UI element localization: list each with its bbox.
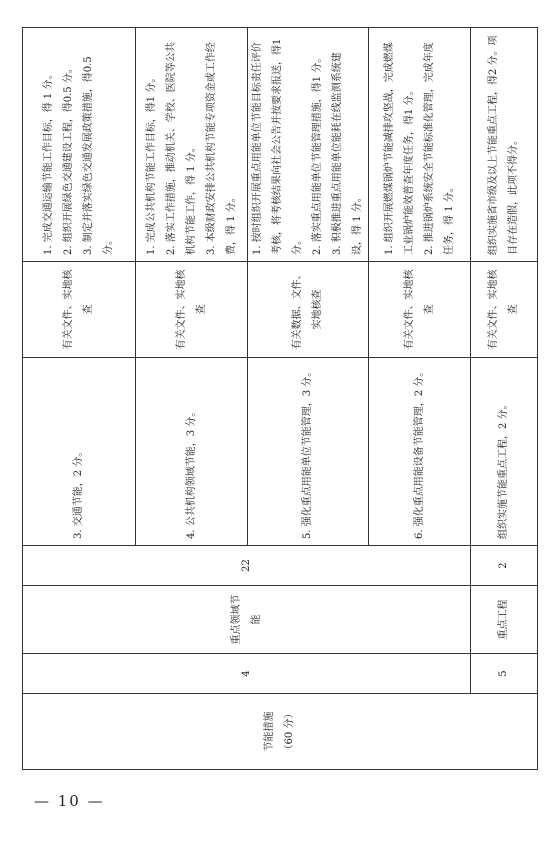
method-cell: 有关文件、实地核查 xyxy=(471,262,538,358)
criteria-line: 2. 推进锅炉系统安全节能标准化管理，完成年度任务，得 1 分。 xyxy=(423,42,455,255)
category-score: （60 分） xyxy=(284,708,295,755)
criteria-cell xyxy=(23,28,136,262)
item-cell: 5. 强化重点用能单位节能管理，3 分。 xyxy=(248,358,369,546)
criteria-line: 2. 组织开展绿色交通建设工程，得0.5 分。 xyxy=(63,63,74,255)
table-row xyxy=(471,28,538,770)
page-number: — 10 — xyxy=(34,792,105,810)
category-title: 节能措施 xyxy=(264,711,275,752)
seq-cell: 5 xyxy=(471,654,538,694)
criteria-line: 2. 落实重点用能单位节能管理措施，得1 分。 xyxy=(312,52,323,255)
area-cell: 重点工程 xyxy=(471,586,538,654)
criteria-cell xyxy=(369,28,471,262)
assessment-table xyxy=(22,27,538,770)
method-cell: 有关文件、实地核查 xyxy=(23,262,136,358)
method-cell: 有关数据、文件、实地核查 xyxy=(248,262,369,358)
criteria-cell xyxy=(136,28,248,262)
criteria-line: 1. 完成交通运输节能工作目标，得 1 分。 xyxy=(43,69,54,255)
score-cell: 22 xyxy=(23,546,471,586)
method-cell: 有关文件、实地核查 xyxy=(369,262,471,358)
table-row xyxy=(23,28,136,770)
area-cell: 重点领域节能 xyxy=(23,586,471,654)
item-cell: 4. 公共机构领域节能，3 分。 xyxy=(136,358,248,546)
rotated-table-wrapper xyxy=(22,28,528,770)
category-cell xyxy=(23,694,538,770)
score-cell: 2 xyxy=(471,546,538,586)
criteria-line: 1. 组织开展燃煤锅炉节能减排攻坚战，完成燃煤工业锅炉能效普查年度任务，得1 分。 xyxy=(383,42,415,255)
criteria-line: 1. 按时组织开展重点用能单位节能目标责任评价考核，将考核结果向社会公告并按要求报送，得1 分。 xyxy=(252,38,303,255)
criteria-line: 3. 积极推进重点用能单位能耗在线监测系统建设，得 1 分。 xyxy=(332,52,363,255)
method-cell: 有关文件、实地核查 xyxy=(136,262,248,358)
item-cell: 3. 交通节能，2 分。 xyxy=(23,358,136,546)
criteria-line: 3. 制定并落实绿色交通发展政策措施，得0.5 分。 xyxy=(83,56,114,255)
item-cell: 6. 强化重点用能设备节能管理，2 分。 xyxy=(369,358,471,546)
criteria-line: 3. 本级财政安排公共机构节能专项资金或工作经费，得 1 分。 xyxy=(205,42,237,255)
criteria-line: 2. 落实工作措施，推动机关、学校、医院等公共机构节能工作，得 1 分。 xyxy=(165,42,197,255)
criteria-line: 1. 完成公共机构节能工作目标，得1 分。 xyxy=(145,72,157,255)
item-cell: 组织实施节能重点工程，2 分。 xyxy=(471,358,538,546)
criteria-cell xyxy=(248,28,369,262)
criteria-cell: 组织实施省市级及以上节能重点工程，得2 分。项目存在造假，此项不得分。 xyxy=(471,28,538,262)
seq-cell: 4 xyxy=(23,654,471,694)
